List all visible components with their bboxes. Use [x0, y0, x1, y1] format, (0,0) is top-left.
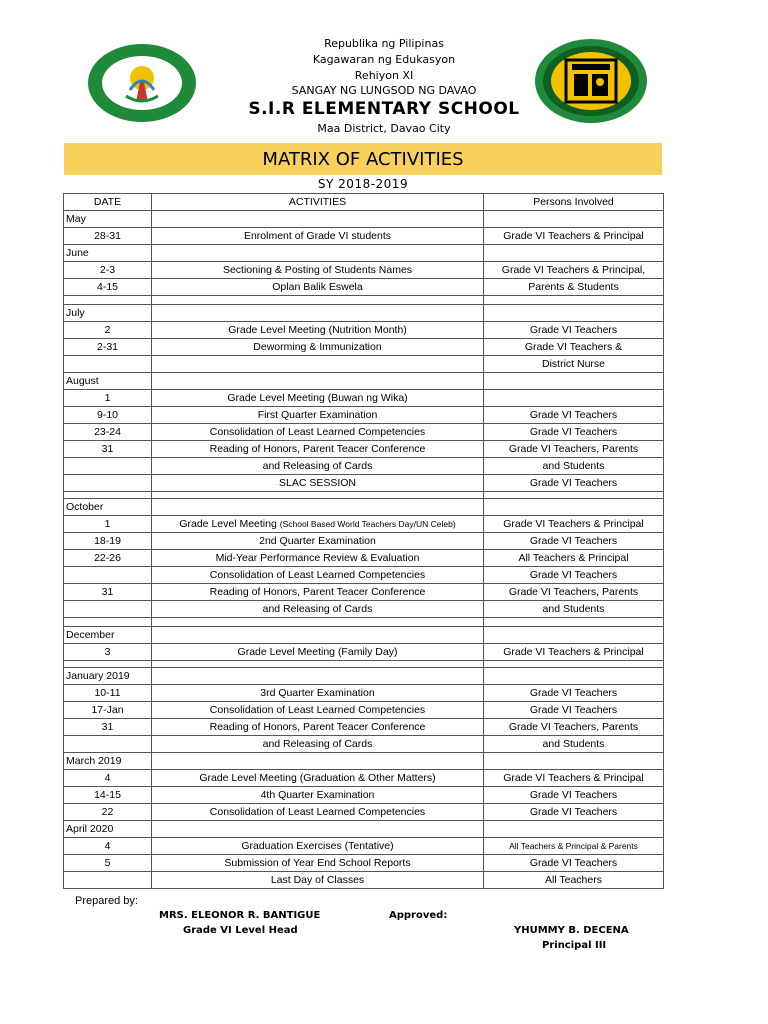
- header-persons: Persons Involved: [484, 194, 664, 211]
- activity-cell: [152, 305, 484, 322]
- activity-cell: [152, 661, 484, 668]
- table-header-row: [64, 194, 664, 211]
- table-row: [64, 668, 664, 685]
- activity-cell: Graduation Exercises (Tentative): [152, 838, 484, 855]
- table-row: [64, 305, 664, 322]
- date-cell: 1: [64, 516, 152, 533]
- date-cell: [64, 356, 152, 373]
- header-activities: ACTIVITIES: [152, 194, 484, 211]
- table-row: [64, 838, 664, 855]
- activity-cell: Oplan Balik Eswela: [152, 279, 484, 296]
- table-row: [64, 424, 664, 441]
- persons-cell: [484, 211, 664, 228]
- activity-cell: Consolidation of Least Learned Competencies: [152, 702, 484, 719]
- month-cell: August: [64, 373, 152, 390]
- activity-cell: [152, 753, 484, 770]
- table-body: [64, 211, 664, 889]
- activity-cell: Consolidation of Least Learned Competencies: [152, 567, 484, 584]
- activity-cell: [152, 499, 484, 516]
- activity-cell: SLAC SESSION: [152, 475, 484, 492]
- date-cell: 2-31: [64, 339, 152, 356]
- activity-cell: [152, 618, 484, 627]
- activity-cell: [152, 356, 484, 373]
- table-row: [64, 787, 664, 804]
- activity-cell: Mid-Year Performance Review & Evaluation: [152, 550, 484, 567]
- activity-cell: [152, 211, 484, 228]
- header-line-4: SANGAY NG LUNGSOD NG DAVAO: [291, 84, 477, 97]
- persons-cell: and Students: [484, 458, 664, 475]
- table-row: [64, 719, 664, 736]
- persons-cell: Grade VI Teachers: [484, 702, 664, 719]
- table-row: [64, 584, 664, 601]
- table-row: [64, 407, 664, 424]
- prepared-by-label: Prepared by:: [75, 895, 138, 907]
- activity-cell: Enrolment of Grade VI students: [152, 228, 484, 245]
- date-cell: [64, 618, 152, 627]
- table-row: [64, 356, 664, 373]
- activity-cell: 4th Quarter Examination: [152, 787, 484, 804]
- persons-cell: [484, 373, 664, 390]
- date-cell: 2-3: [64, 262, 152, 279]
- preparer-name: MRS. ELEONOR R. BANTIGUE: [159, 910, 321, 921]
- date-cell: [64, 475, 152, 492]
- activity-cell: Last Day of Classes: [152, 872, 484, 889]
- table-row: [64, 804, 664, 821]
- activity-cell: Grade Level Meeting (Graduation & Other Matters): [152, 770, 484, 787]
- title-banner: [64, 143, 662, 175]
- persons-cell: Grade VI Teachers & Principal: [484, 770, 664, 787]
- school-year: SY 2018-2019: [317, 177, 409, 191]
- activity-cell: Sectioning & Posting of Students Names: [152, 262, 484, 279]
- date-cell: [64, 601, 152, 618]
- table-row: [64, 770, 664, 787]
- activity-cell: [152, 492, 484, 499]
- month-cell: July: [64, 305, 152, 322]
- persons-cell: [484, 296, 664, 305]
- date-cell: 5: [64, 855, 152, 872]
- persons-cell: [484, 245, 664, 262]
- persons-cell: All Teachers & Principal & Parents: [484, 838, 664, 855]
- activities-table: [63, 193, 664, 889]
- date-cell: [64, 661, 152, 668]
- table-row: [64, 475, 664, 492]
- date-cell: 31: [64, 584, 152, 601]
- persons-cell: [484, 618, 664, 627]
- month-cell: January 2019: [64, 668, 152, 685]
- activity-cell: Submission of Year End School Reports: [152, 855, 484, 872]
- persons-cell: [484, 390, 664, 407]
- table-row: [64, 322, 664, 339]
- table-row: [64, 499, 664, 516]
- persons-cell: [484, 305, 664, 322]
- date-cell: [64, 296, 152, 305]
- approver-name: YHUMMY B. DECENA: [514, 925, 629, 936]
- activity-cell: Consolidation of Least Learned Competencies: [152, 424, 484, 441]
- header-line-2: Kagawaran ng Edukasyon: [312, 53, 456, 66]
- month-cell: June: [64, 245, 152, 262]
- table-row: [64, 627, 664, 644]
- persons-cell: [484, 661, 664, 668]
- date-cell: 28-31: [64, 228, 152, 245]
- activity-cell: Grade Level Meeting (Nutrition Month): [152, 322, 484, 339]
- table-row: [64, 211, 664, 228]
- table-row: [64, 262, 664, 279]
- table-row: [64, 601, 664, 618]
- date-cell: 2: [64, 322, 152, 339]
- preparer-title: Grade VI Level Head: [183, 925, 298, 936]
- date-cell: 18-19: [64, 533, 152, 550]
- activity-cell: and Releasing of Cards: [152, 458, 484, 475]
- persons-cell: Grade VI Teachers, Parents: [484, 719, 664, 736]
- table-row: [64, 296, 664, 305]
- date-cell: 31: [64, 719, 152, 736]
- date-cell: [64, 736, 152, 753]
- activity-cell: [152, 627, 484, 644]
- persons-cell: Grade VI Teachers: [484, 855, 664, 872]
- date-cell: 23-24: [64, 424, 152, 441]
- date-cell: 31: [64, 441, 152, 458]
- header-date: DATE: [64, 194, 152, 211]
- date-cell: 17-Jan: [64, 702, 152, 719]
- table-row: [64, 458, 664, 475]
- date-cell: [64, 458, 152, 475]
- table-row: [64, 821, 664, 838]
- school-name: S.I.R ELEMENTARY SCHOOL: [248, 99, 520, 119]
- persons-cell: Grade VI Teachers & Principal,: [484, 262, 664, 279]
- table-row: [64, 533, 664, 550]
- activity-cell: Reading of Honors, Parent Teacer Conference: [152, 719, 484, 736]
- table-row: [64, 702, 664, 719]
- activity-cell: [152, 245, 484, 262]
- persons-cell: Grade VI Teachers: [484, 787, 664, 804]
- month-cell: May: [64, 211, 152, 228]
- date-cell: [64, 492, 152, 499]
- persons-cell: Grade VI Teachers & Principal: [484, 228, 664, 245]
- table-row: [64, 644, 664, 661]
- month-cell: December: [64, 627, 152, 644]
- persons-cell: Grade VI Teachers: [484, 533, 664, 550]
- date-cell: 14-15: [64, 787, 152, 804]
- date-cell: 10-11: [64, 685, 152, 702]
- persons-cell: Grade VI Teachers: [484, 567, 664, 584]
- table-row: [64, 872, 664, 889]
- persons-cell: [484, 499, 664, 516]
- date-cell: 9-10: [64, 407, 152, 424]
- table-row: [64, 855, 664, 872]
- activity-cell: Reading of Honors, Parent Teacer Conference: [152, 584, 484, 601]
- activity-cell: 3rd Quarter Examination: [152, 685, 484, 702]
- activity-cell: Deworming & Immunization: [152, 339, 484, 356]
- date-cell: 3: [64, 644, 152, 661]
- persons-cell: Grade VI Teachers & Principal: [484, 516, 664, 533]
- month-cell: March 2019: [64, 753, 152, 770]
- date-cell: 22-26: [64, 550, 152, 567]
- date-cell: 4: [64, 838, 152, 855]
- persons-cell: Grade VI Teachers &: [484, 339, 664, 356]
- header-line-3: Rehiyon XI: [354, 69, 414, 82]
- activity-cell: [152, 373, 484, 390]
- persons-cell: Grade VI Teachers: [484, 685, 664, 702]
- persons-cell: [484, 492, 664, 499]
- activity-text: Grade Level Meeting: [179, 518, 280, 530]
- persons-cell: [484, 668, 664, 685]
- table-row: [64, 228, 664, 245]
- persons-cell: Grade VI Teachers, Parents: [484, 441, 664, 458]
- approved-label: Approved:: [389, 910, 448, 921]
- activity-cell: First Quarter Examination: [152, 407, 484, 424]
- table-row: [64, 567, 664, 584]
- header-line-1: Republika ng Pilipinas: [324, 37, 444, 50]
- activity-cell: and Releasing of Cards: [152, 601, 484, 618]
- persons-cell: and Students: [484, 601, 664, 618]
- activity-cell: [152, 516, 484, 533]
- persons-cell: and Students: [484, 736, 664, 753]
- persons-cell: Grade VI Teachers, Parents: [484, 584, 664, 601]
- activity-cell: Grade Level Meeting (Buwan ng Wika): [152, 390, 484, 407]
- persons-cell: District Nurse: [484, 356, 664, 373]
- persons-cell: [484, 627, 664, 644]
- persons-cell: Grade VI Teachers: [484, 475, 664, 492]
- date-cell: [64, 567, 152, 584]
- table-row: [64, 441, 664, 458]
- table-row: [64, 685, 664, 702]
- table-row: [64, 516, 664, 533]
- activity-cell: and Releasing of Cards: [152, 736, 484, 753]
- persons-cell: All Teachers: [484, 872, 664, 889]
- date-cell: 1: [64, 390, 152, 407]
- date-cell: 22: [64, 804, 152, 821]
- table-row: [64, 661, 664, 668]
- persons-cell: [484, 821, 664, 838]
- table-row: [64, 279, 664, 296]
- month-cell: October: [64, 499, 152, 516]
- activity-cell: Reading of Honors, Parent Teacer Conference: [152, 441, 484, 458]
- date-cell: [64, 872, 152, 889]
- activity-cell: Consolidation of Least Learned Competencies: [152, 804, 484, 821]
- persons-cell: Grade VI Teachers: [484, 322, 664, 339]
- activity-note: (School Based World Teachers Day/UN Celeb): [279, 519, 456, 529]
- table-row: [64, 492, 664, 499]
- table-row: [64, 618, 664, 627]
- activity-cell: [152, 668, 484, 685]
- activity-cell: Grade Level Meeting (Family Day): [152, 644, 484, 661]
- persons-cell: Grade VI Teachers: [484, 424, 664, 441]
- persons-cell: Grade VI Teachers & Principal: [484, 644, 664, 661]
- month-cell: April 2020: [64, 821, 152, 838]
- school-address: Maa District, Davao City: [317, 122, 451, 135]
- activity-cell: [152, 296, 484, 305]
- date-cell: 4-15: [64, 279, 152, 296]
- approver-title: Principal III: [542, 940, 607, 951]
- persons-cell: Grade VI Teachers: [484, 804, 664, 821]
- persons-cell: Grade VI Teachers: [484, 407, 664, 424]
- table-row: [64, 390, 664, 407]
- table-row: [64, 550, 664, 567]
- page-title: MATRIX OF ACTIVITIES: [262, 149, 464, 170]
- persons-cell: Parents & Students: [484, 279, 664, 296]
- persons-cell: All Teachers & Principal: [484, 550, 664, 567]
- table-row: [64, 245, 664, 262]
- date-cell: 4: [64, 770, 152, 787]
- table-row: [64, 753, 664, 770]
- activity-cell: [152, 821, 484, 838]
- table-row: [64, 339, 664, 356]
- table-row: [64, 736, 664, 753]
- persons-cell: [484, 753, 664, 770]
- table-row: [64, 373, 664, 390]
- activity-cell: 2nd Quarter Examination: [152, 533, 484, 550]
